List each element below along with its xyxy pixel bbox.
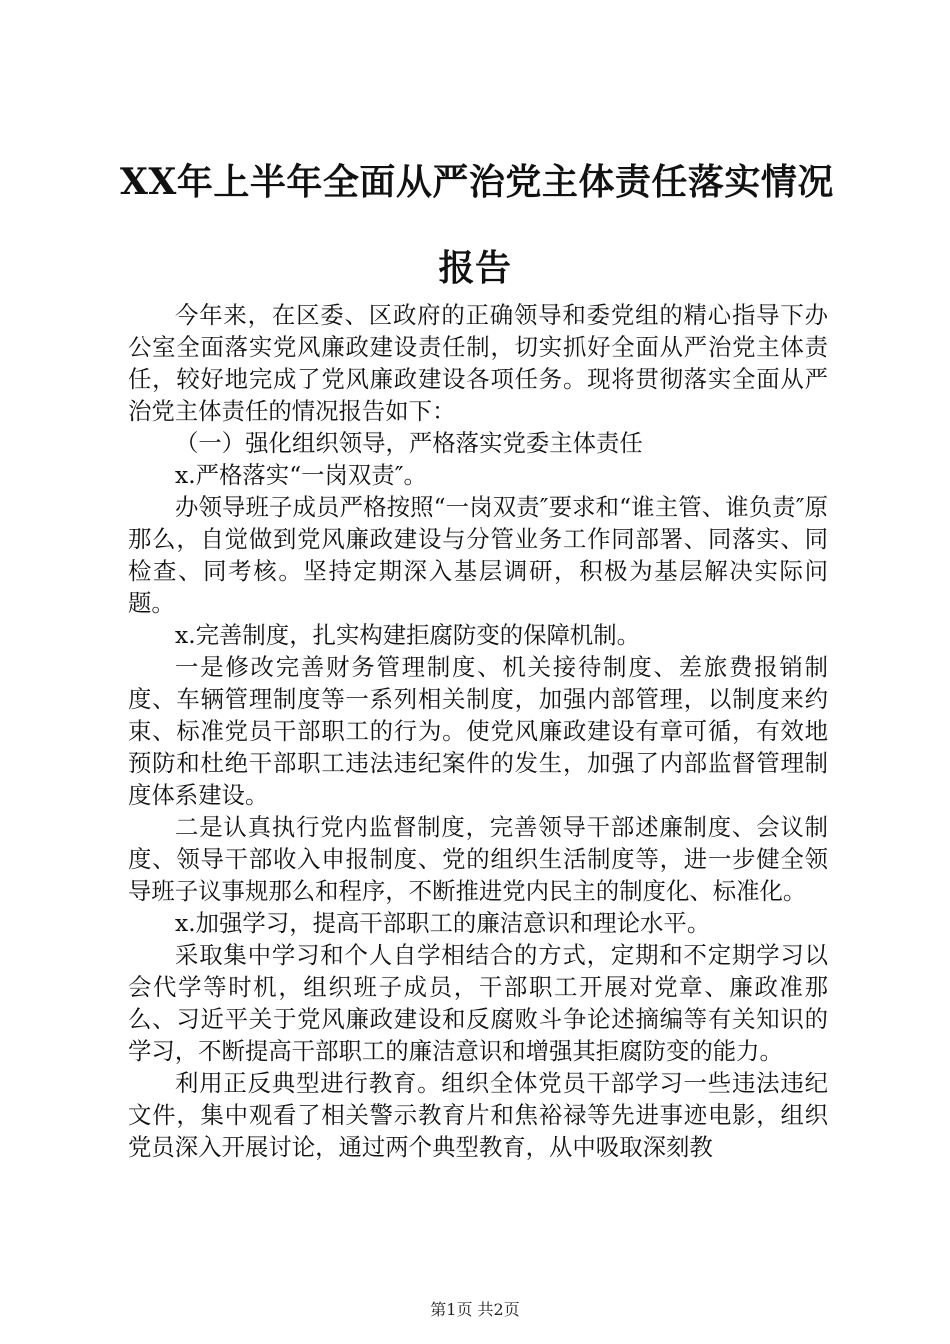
subheading-study: x.加强学习，提高干部职工的廉洁意识和理论水平。	[175, 909, 711, 937]
document-title-line-2: 报告	[438, 247, 512, 289]
document-title-line-1: XX年上半年全面从严治党主体责任落实情况	[120, 161, 834, 203]
document-body	[128, 299, 828, 1163]
paragraph-system-1: 一是修改完善财务管理制度、机关接待制度、差旅费报销制度、车辆管理制度等一系列相关制度，加强内部管理，以制度来约束、标准党员干部职工的行为。使党风廉政建设有章可循，有效地预防和杜绝干部职工违法违纪案件的发生，加强了内部监督管理制度体系建设。	[128, 653, 828, 809]
paragraph-study: 采取集中学习和个人自学相结合的方式，定期和不定期学习以会代学等时机，组织班子成员，干部职工开展对党章、廉政准那么、习近平关于党风廉政建设和反腐败斗争论述摘编等有关知识的学习，不断提高干部职工的廉洁意识和增强其拒腐防变的能力。	[128, 941, 828, 1065]
paragraph-system-2: 二是认真执行党内监督制度，完善领导干部述廉制度、会议制度、领导干部收入申报制度、党的组织生活制度等，进一步健全领导班子议事规那么和程序，不断推进党内民主的制度化、标准化。	[128, 813, 828, 905]
paragraph-education: 利用正反典型进行教育。组织全体党员干部学习一些违法违纪文件，集中观看了相关警示教育片和焦裕禄等先进事迹电影，组织党员深入开展讨论，通过两个典型教育，从中吸取深刻教	[128, 1069, 828, 1161]
page-indicator: 第1页 共2页	[430, 1300, 520, 1319]
subheading-system: x.完善制度，扎实构建拒腐防变的保障机制。	[175, 621, 641, 649]
paragraph-responsibility: 办领导班子成员严格按照“一岗双责″要求和“谁主管、谁负责″原那么，自觉做到党风廉政建设与分管业务工作同部署、同落实、同检查、同考核。坚持定期深入基层调研，积极为基层解决实际问题。	[128, 493, 828, 617]
subheading-responsibility: x.严格落实“一岗双责″。	[175, 461, 427, 489]
section-heading-1: （一）强化组织领导，严格落实党委主体责任	[175, 429, 643, 457]
paragraph-intro: 今年来，在区委、区政府的正确领导和委党组的精心指导下办公室全面落实党风廉政建设责任制，切实抓好全面从严治党主体责任，较好地完成了党风廉政建设各项任务。现将贯彻落实全面从严治党主体责任的情况报告如下：	[128, 301, 828, 425]
